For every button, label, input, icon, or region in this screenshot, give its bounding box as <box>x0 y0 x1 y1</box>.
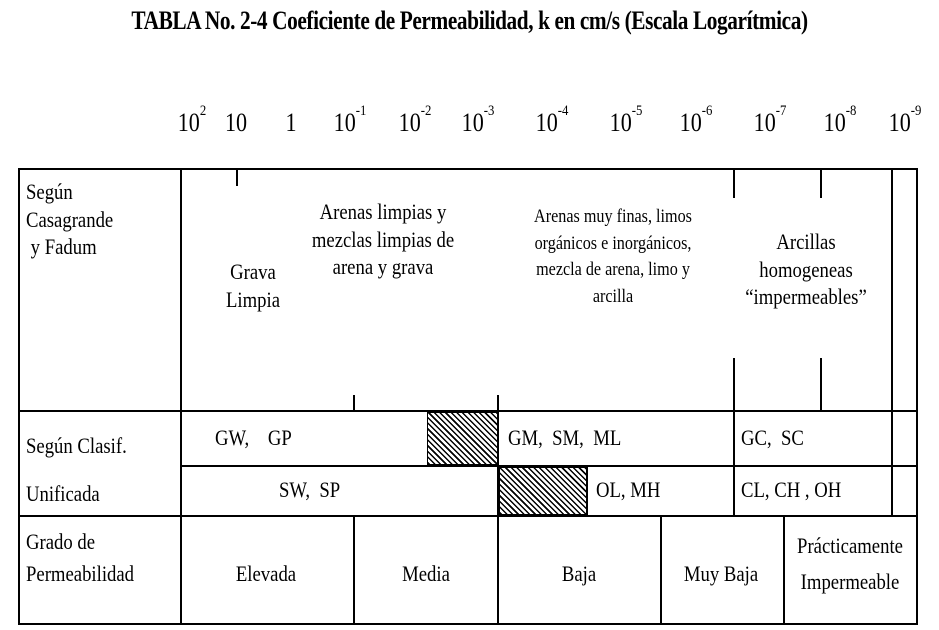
scale-tick: $10^{-1}$ <box>333 103 367 137</box>
scale-tick: $10^{-5}$ <box>609 103 643 137</box>
scale-tick: $10^{-2}$ <box>398 103 432 137</box>
grado-media: Media <box>402 561 450 586</box>
scale-tick: $10^{-4}$ <box>535 103 569 137</box>
scale-tick-mark <box>236 168 238 186</box>
scale-tick: 1 <box>285 108 297 137</box>
column-divider <box>891 168 893 515</box>
gw-gp-label: GW, GP <box>215 425 292 450</box>
column-divider <box>497 515 499 625</box>
scale-tick-mark <box>353 395 355 410</box>
gm-sm-ml-label: GM, SM, ML <box>508 425 622 450</box>
hatched-transition-gw-gm <box>427 412 498 465</box>
scale-tick-mark <box>820 358 822 410</box>
arcillas-text: Arcillas homogeneas “impermeables” <box>745 229 867 309</box>
grado-muy-baja: Muy Baja <box>683 561 759 586</box>
arenas-limpias-text: Arenas limpias y mezclas limpias de arena y grava <box>311 199 455 279</box>
arenas-finas-text: Arenas muy finas, limos orgánicos e inorgánicos, mezcla de arena, limo y arcilla <box>534 206 692 307</box>
scale-tick: $10^{-3}$ <box>461 103 495 137</box>
row-label-grado: Grado de Permeabilidad <box>26 529 135 586</box>
column-divider <box>353 515 355 625</box>
scale-tick-mark <box>733 168 735 198</box>
grado-elevada: Elevada <box>235 561 297 586</box>
scale-tick: $10^{-8}$ <box>823 103 857 137</box>
grado-practicamente-impermeable: Prácticamente Impermeable <box>797 533 903 594</box>
grado-baja: Baja <box>561 561 597 586</box>
column-divider <box>733 358 735 515</box>
cl-ch-oh-label: CL, CH , OH <box>741 477 842 502</box>
sw-sp-label: SW, SP <box>279 477 341 502</box>
scale-tick: $10^{-6}$ <box>679 103 713 137</box>
table-title: TABLA No. 2-4 Coeficiente de Permeabilidad, k en cm/s (Escala Logarítmica) <box>131 6 808 35</box>
hatched-transition-sw-ol <box>499 467 587 515</box>
row-label-unificada: Según Clasif. Unificada <box>26 433 127 507</box>
table-right-border <box>916 168 918 625</box>
scale-tick: $10^{-7}$ <box>753 103 787 137</box>
log-scale-header <box>0 103 939 168</box>
column-divider <box>180 168 182 625</box>
column-divider <box>660 515 662 625</box>
grava-limpia-text: Grava Limpia <box>225 259 281 312</box>
scale-tick-mark <box>820 168 822 198</box>
scale-tick: $10^2$ <box>177 103 207 137</box>
row-label-casagrande: Según Casagrande y Fadum <box>26 179 114 259</box>
column-divider <box>783 515 785 625</box>
scale-tick: 10 <box>224 108 248 137</box>
scale-tick: $10^{-9}$ <box>888 103 922 137</box>
ol-mh-label: OL, MH <box>596 477 661 502</box>
gc-sc-label: GC, SC <box>741 425 804 450</box>
